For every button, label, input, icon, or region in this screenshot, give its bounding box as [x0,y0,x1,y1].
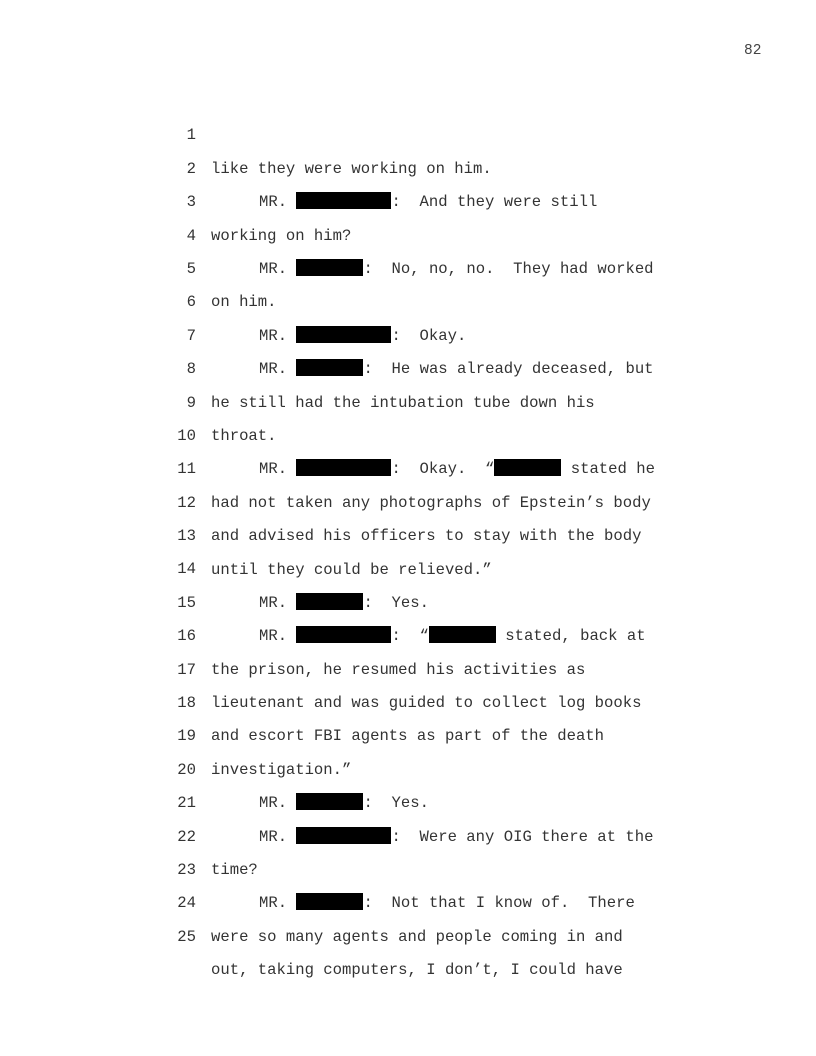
line-text: : Not that I know of. There [363,894,635,913]
line-number: 4 [186,226,196,245]
line-number: 24 [177,894,196,913]
line-number: 9 [186,393,196,412]
line-text: had not taken any photographs of Epstein’s body [211,493,651,512]
line-number: 21 [177,794,196,813]
speaker-title: MR. [259,259,288,278]
line-number: 14 [177,560,196,579]
speaker-title: MR. [259,193,288,212]
line-number: 20 [177,760,196,779]
speaker-title: MR. [259,827,288,846]
line-number: 10 [177,426,196,445]
transcript-body [0,86,816,980]
line-text: the prison, he resumed his activities as [211,660,586,679]
line-text: : “ [391,627,429,646]
line-text: : He was already deceased, but [363,360,654,379]
line-text: out, taking computers, I don’t, I could have [211,961,623,980]
line-text: and advised his officers to stay with the body [211,527,642,546]
line-number: 11 [177,460,196,479]
line-number: 25 [177,927,196,946]
line-text: throat. [211,426,277,445]
line-text: he still had the intubation tube down his [211,393,595,412]
line-text: : And they were still [391,193,598,212]
line-number: 3 [186,193,196,212]
page-number: 82 [744,43,762,59]
line-text: : Yes. [363,794,429,813]
line-text-after: stated he [561,460,655,479]
line-text: : Were any OIG there at the [391,827,654,846]
line-text: and escort FBI agents as part of the death [211,727,605,746]
line-text: : Okay. “ [391,460,495,479]
line-number: 2 [186,159,196,178]
speaker-title: MR. [259,326,288,345]
speaker-title: MR. [259,794,288,813]
line-text: : No, no, no. They had worked [363,259,654,278]
line-text: on him. [211,293,277,312]
line-number: 17 [177,660,196,679]
line-text-after: stated, back at [495,627,646,646]
line-number: 6 [186,293,196,312]
line-text: until they could be relieved.” [211,560,492,579]
line-text: : Yes. [363,593,429,612]
line-number: 22 [177,827,196,846]
line-number: 12 [177,493,196,512]
line-number: 16 [177,627,196,646]
speaker-title: MR. [259,894,288,913]
line-text: lieutenant and was guided to collect log books [211,694,642,713]
line-text: were so many agents and people coming in and [211,927,623,946]
line-number: 18 [177,694,196,713]
line-number: 8 [186,360,196,379]
speaker-title: MR. [259,627,288,646]
line-text: time? [211,861,258,880]
line-text: working on him? [211,226,352,245]
line-number: 15 [177,593,196,612]
line-number: 19 [177,727,196,746]
line-number: 1 [186,126,196,145]
line-text: : Okay. [391,326,467,345]
speaker-title: MR. [259,593,288,612]
speaker-title: MR. [259,460,288,479]
line-number: 13 [177,527,196,546]
speaker-title: MR. [259,360,288,379]
line-number: 5 [186,259,196,278]
line-text: like they were working on him. [211,159,492,178]
transcript-line-1 [0,86,816,178]
line-number: 23 [177,861,196,879]
line-text: investigation.” [211,760,352,779]
line-number: 7 [186,326,196,345]
